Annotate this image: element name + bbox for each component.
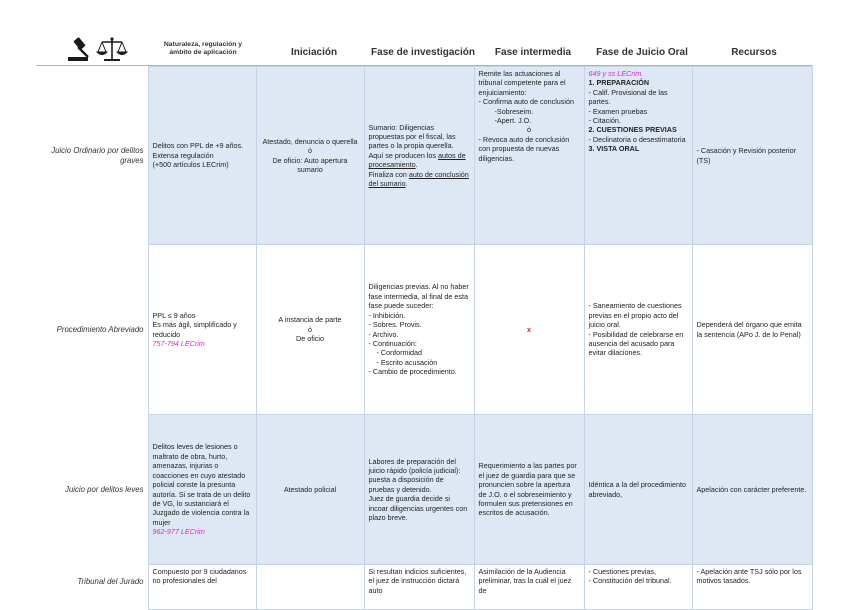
cell-investigacion: Diligencias previas. Al no haber fase intermedia, al final de esta fase puede suceder: - Inhibición. - Sobres. Provis. - Archivo. - Continuación: - Conformidad - Escrito acusación - Cambio de procedimiento.: [364, 245, 474, 415]
header-investigacion: Fase de investigación: [371, 47, 475, 58]
header-recursos: Recursos: [731, 47, 777, 58]
row-label: Tribunal del Jurado: [36, 565, 148, 610]
row-leves: [36, 415, 812, 565]
cell-recursos: Dependerá del órgano que emita la sentencia (APo J. de lo Penal): [692, 245, 812, 415]
cell-juicio-oral: - Cuestiones previas, - Constitución del tribunal.: [584, 565, 692, 610]
cell-juicio-oral: Idéntica a la del procedimiento abreviado,: [584, 415, 692, 565]
cell-naturaleza: PPL ≤ 9 años Es más ágil, simplificado y reducido 757-794 LECrim: [148, 245, 256, 415]
cell-naturaleza: Delitos con PPL de +9 años. Extensa regulación (+500 artículos LECrim): [148, 67, 256, 245]
row-label: Procedimiento Abreviado: [36, 245, 148, 415]
cell-investigacion: Labores de preparación del juicio rápido (policía judicial): puesta a disposición de pruebas y detenido. Juez de guardia decide si incoar diligencias urgentes con plazo breve.: [364, 415, 474, 565]
cell-intermedia: Remite las actuaciones al tribunal competente para el enjuiciamiento: - Confirma auto de conclusión -Sobreseim. -Apert. J.O. ó - Revoca auto de conclusión con propuesta de nuevas diligencias.: [474, 67, 584, 245]
cell-investigacion: Sumario: Diligencias propuestas por el fiscal, las partes o la propia querella. Aquí se producen los autos de procesamiento. Finaliza con auto de conclusión del sumario.: [364, 67, 474, 245]
cell-intermedia: [474, 245, 584, 415]
row-jurado: [36, 565, 812, 610]
cell-investigacion: Si resultan indicios suficientes, el juez de instrucción dictará auto: [364, 565, 474, 610]
cell-naturaleza: Compuesto por 9 ciudadanos no profesionales del: [148, 565, 256, 610]
header-juicio-oral: Fase de Juicio Oral: [596, 47, 688, 58]
cell-iniciacion: Atestado policial: [256, 415, 364, 565]
row-ordinario: [36, 67, 812, 245]
cell-iniciacion: A instancia de parte ó De oficio: [256, 245, 364, 415]
gavel-and-scales-icon: [64, 35, 138, 63]
cell-recursos: Apelación con carácter preferente.: [692, 415, 812, 565]
row-abreviado: [36, 245, 812, 415]
cell-recursos: - Casación y Revisión posterior (TS): [692, 67, 812, 245]
row-label: Juicio Ordinario por delitos graves: [36, 67, 148, 245]
not-applicable-mark: x: [527, 324, 531, 334]
cell-intermedia: Requerimiento a las partes por el juez de guardia para que se pronuncien sobre la apertura de J.O. o el sobreseimiento y formulen sus pretensiones en escritos de acusación.: [474, 415, 584, 565]
cell-iniciacion: Atestado, denuncia o querella ó De oficio: Auto apertura sumario: [256, 67, 364, 245]
cell-recursos: - Apelación ante TSJ sólo por los motivos tasados.: [692, 565, 812, 610]
header-intermedia: Fase intermedia: [494, 47, 572, 58]
cell-naturaleza: Delitos leves de lesiones o maltrato de obra, hurto, amenazas, injurias o coacciones en cuyo atestado policial conste la presunta autoría. Si se trata de un delito de VG, lo sustanciará el Juzgado de violencia contra la mujer 962-977 LECrim: [148, 415, 256, 565]
cell-juicio-oral: - Saneamiento de cuestiones previas en el propio acto del juicio oral. - Posibilidad de celebrarse en ausencia del acusado para evitar dilaciones.: [584, 245, 692, 415]
procedures-table: [36, 66, 813, 610]
row-label: Juicio por delitos leves: [36, 415, 148, 565]
header-naturaleza: Naturaleza, regulación y ámbito de aplicación: [163, 41, 243, 56]
cell-intermedia: Asimilación de la Audiencia preliminar, tras la cuál el juez de: [474, 565, 584, 610]
cell-juicio-oral: 649 y ss LECrim. 1. PREPARACIÓN - Calif. Provisional de las partes. - Examen pruebas - Citación. 2. CUESTIONES PREVIAS - Declinatoria o desestimatoria 3. VISTA ORAL: [584, 67, 692, 245]
cell-iniciacion: [256, 565, 364, 610]
header-iniciacion: Iniciación: [290, 47, 338, 58]
